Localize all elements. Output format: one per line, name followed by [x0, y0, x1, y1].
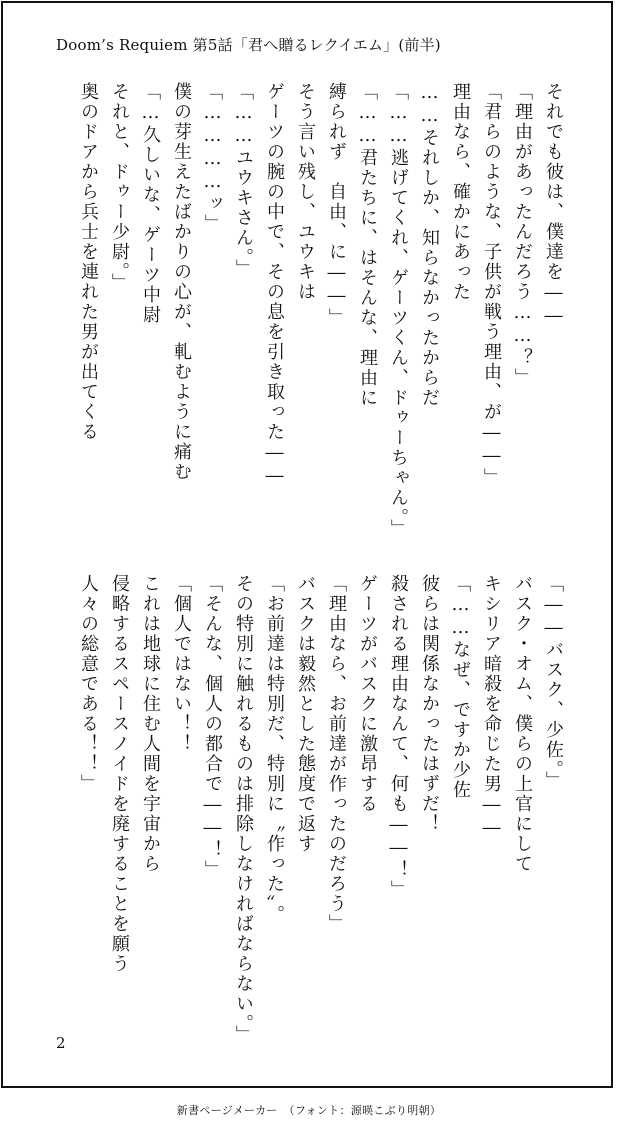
top-text-line: 理由なら、確かにあった: [450, 82, 471, 302]
top-text-line: 「…………ッ」: [202, 82, 223, 234]
bottom-text-line: バスクは毅然とした態度で返す: [295, 574, 316, 854]
top-text-line: 縛られず 自由、に――」: [326, 82, 347, 328]
bottom-text-line: 彼らは関係なかったはずだ！: [419, 574, 440, 834]
bottom-text-line: これは地球に住む人間を宇宙から: [140, 574, 161, 874]
bottom-text-line: 殺される理由なんて、何も――！」: [388, 574, 409, 900]
top-text-line: それと、ドゥー少尉。」: [109, 82, 130, 293]
top-text-line: ゲーツの腕の中で、その息を引き取った――: [264, 82, 285, 488]
bottom-text-line: 「そんな、個人の都合で――！」: [202, 574, 223, 880]
bottom-text-line: その特別に触れるものは排除しなければならない。」: [233, 574, 254, 1045]
top-text-line: 「……ユウキさん。」: [233, 82, 254, 279]
top-text-line: それでも彼は、僕達を――: [543, 82, 564, 328]
top-text-line: 「…久しいな、ゲーツ中尉: [140, 82, 161, 325]
top-text-line: 僕の芽生えたばかりの心が、軋むように痛む: [171, 82, 192, 482]
bottom-text-line: キシリア暗殺を命じた男――: [481, 574, 502, 840]
top-text-line: 「……君たちに、はそんな、理由に: [357, 82, 378, 408]
top-text-line: 「……逃げてくれ、ゲーツくん、ドゥーちゃん。」: [388, 82, 409, 539]
top-text-line: 奥のドアから兵士を連れた男が出てくる: [78, 82, 99, 442]
top-text-line: ……それしか、知らなかったからだ: [419, 82, 440, 408]
bottom-text-line: 「個人ではない！！: [171, 574, 192, 754]
footer-credit: 新書ページメーカー （フォント：源暎こぶり明朝）: [176, 1104, 442, 1117]
bottom-text-line: 侵略するスペースノイドを廃することを願う: [109, 574, 130, 974]
page-number: 2: [56, 1034, 66, 1052]
top-text-line: そう言い残し、ユウキは: [295, 82, 316, 302]
bottom-text-line: 「理由なら、お前達が作ったのだろう」: [326, 574, 347, 934]
bottom-text-line: 人々の総意である！！」: [78, 574, 99, 794]
top-text-line: 「君らのような、子供が戦う理由、が――」: [481, 82, 502, 488]
bottom-text-line: 「――バスク、少佐。」: [543, 574, 564, 791]
page-header-title: Doom’s Requiem 第5話「君へ贈るレクイエム」(前半): [56, 36, 441, 54]
top-text-line: 「理由があったんだろう……？」: [512, 82, 533, 388]
bottom-text-line: 「お前達は特別だ、特別に〝作った〟。: [264, 574, 285, 925]
bottom-text-line: バスク・オム、僕らの上官にして: [512, 574, 533, 874]
bottom-text-line: ゲーツがバスクに激昂する: [357, 574, 378, 814]
bottom-text-line: 「……なぜ、ですか少佐: [450, 574, 471, 800]
